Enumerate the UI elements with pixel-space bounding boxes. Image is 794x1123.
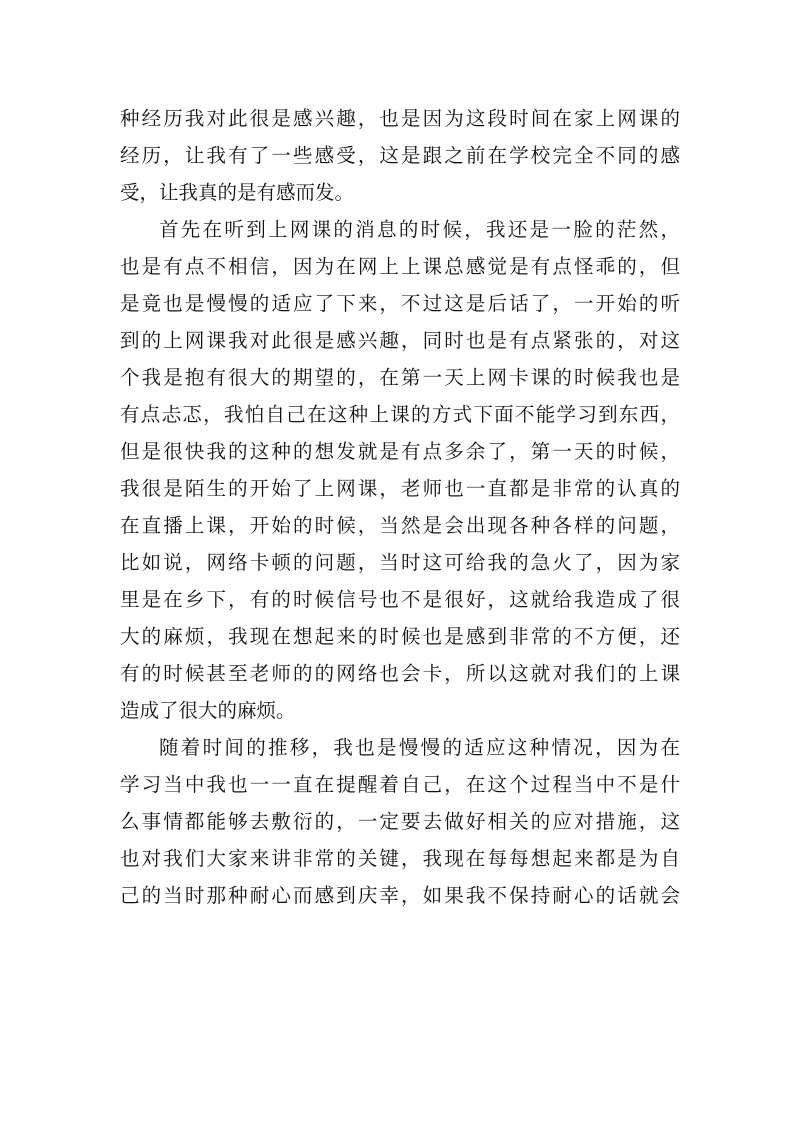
text-line: 学习当中我也一一直在提醒着自己，在这个过程当中不是什 xyxy=(120,773,680,796)
text-line: 造成了很大的麻烦。 xyxy=(120,699,296,722)
text-line: 里是在乡下，有的时候信号也不是很好，这就给我造成了很 xyxy=(120,588,680,611)
text-line: 有点忐忑，我怕自己在这种上课的方式下面不能学习到东西， xyxy=(120,403,680,426)
text-line: 个我是抱有很大的期望的，在第一天上网卡课的时候我也是 xyxy=(120,366,680,389)
text-line: 种经历我对此很是感兴趣，也是因为这段时间在家上网课的 xyxy=(120,107,680,130)
text-line: 己的当时那种耐心而感到庆幸，如果我不保持耐心的话就会 xyxy=(120,884,680,907)
text-line: 在直播上课，开始的时候，当然是会出现各种各样的问题， xyxy=(120,514,680,537)
text-line: 随着时间的推移，我也是慢慢的适应这种情况，因为在 xyxy=(159,736,680,759)
text-line: 经历，让我有了一些感受，这是跟之前在学校完全不同的感 xyxy=(120,144,680,167)
text-line: 大的麻烦，我现在想起来的时候也是感到非常的不方便，还 xyxy=(120,625,680,648)
document-body xyxy=(120,100,680,914)
text-line: 是竟也是慢慢的适应了下来，不过这是后话了，一开始的听 xyxy=(120,292,680,315)
text-line: 也对我们大家来讲非常的关键，我现在每每想起来都是为自 xyxy=(120,847,680,870)
text-line: 受，让我真的是有感而发。 xyxy=(120,181,355,204)
text-line: 我很是陌生的开始了上网课，老师也一直都是非常的认真的 xyxy=(120,477,680,500)
text-line: 有的时候甚至老师的的网络也会卡，所以这就对我们的上课 xyxy=(120,662,680,685)
paragraph-1 xyxy=(120,100,680,211)
paragraph-3 xyxy=(120,729,680,914)
text-line: 比如说，网络卡顿的问题，当时这可给我的急火了，因为家 xyxy=(120,551,680,574)
text-line: 但是很快我的这种的想发就是有点多余了，第一天的时候， xyxy=(120,440,680,463)
paragraph-2 xyxy=(120,211,680,729)
text-line: 也是有点不相信，因为在网上上课总感觉是有点怪乖的，但 xyxy=(120,255,680,278)
text-line: 首先在听到上网课的消息的时候，我还是一脸的茫然， xyxy=(159,218,680,241)
text-line: 到的上网课我对此很是感兴趣，同时也是有点紧张的，对这 xyxy=(120,329,680,352)
text-line: 么事情都能够去敷衍的，一定要去做好相关的应对措施，这 xyxy=(120,810,680,833)
